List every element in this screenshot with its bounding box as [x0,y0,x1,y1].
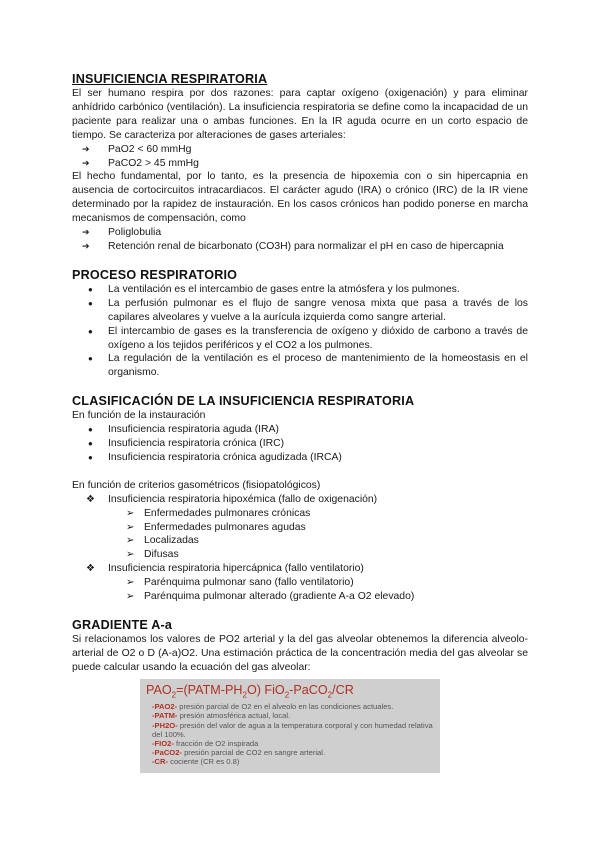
compensation-list [72,226,528,254]
list-item: ➔ Retención renal de bicarbonato (CO3H) para normalizar el pH en caso de hipercapnia [72,240,528,254]
equation-title: $PAO_2=(PATM-PH_2O)$ FiO$_2$-PaCO$_2$/CR [146,682,354,700]
equation-legend-line: -CR- cociente (CR es 0.8) [152,757,240,767]
alveolar-gas-equation-image [140,679,440,773]
list-item: ● El intercambio de gases es la transferencia de oxígeno y dióxido de carbono a través de oxígeno a los tejidos periféricos y el CO2 a los pulmones. [72,325,528,353]
hypoxemic-sublist [72,507,528,563]
intro-paragraph: El ser humano respira por dos razones: para captar oxígeno (oxigenación) y para eliminar anhídrido carbónico (ventilación). La insuficiencia respiratoria se define como la incapacidad de un paciente para realizar una o ambas funciones. En la IR aguda ocurre en un corto espacio de tiempo. Se caracteriza por alteraciones de gases arteriales: [72,88,528,141]
onset-label: En función de la instauración [72,410,206,422]
hypercapnic-sublist [72,576,528,604]
equation-legend-line: -PATM- presión atmosférica actual, local. [152,711,291,721]
section-title-insuficiencia: INSUFICIENCIA RESPIRATORIA [72,72,268,86]
equation-legend-line: -PH2O- presión del valor de agua a la temperatura corporal y con humedad relativa del 100%. [152,720,433,739]
list-item: ➢ Enfermedades pulmonares agudas [72,521,528,535]
list-item: ➔ Poliglobulia [72,226,528,240]
gas-criteria-label: En función de criterios gasométricos (fisiopatológicos) [72,479,321,491]
section-title-gradiente: GRADIENTE A-a [72,618,173,632]
section-title-clasificacion: CLASIFICACIÓN DE LA INSUFICIENCIA RESPIRATORIA [72,394,415,409]
list-item: ● Insuficiencia respiratoria aguda (IRA) [72,423,528,437]
equation-legend-line: -FIO2- fracción de O2 inspirada [152,739,259,749]
list-item: ➔ PaCO2 > 45 mmHg [72,157,528,171]
list-item: ● Insuficiencia respiratoria crónica agudizada (IRCA) [72,451,528,465]
hypoxemia-paragraph: El hecho fundamental, por lo tanto, es la presencia de hipoxemia con o sin hipercapnia en ausencia de cortocircuitos intracardiacos. El carácter agudo (IRA) o crónico (IRC) de la IR viene determinado por la rapidez de instauración. En los casos crónicos han podido ponerse en marcha mecanismos de compensación, como [72,171,528,225]
gas-criteria-list [72,143,528,171]
proceso-list [72,283,528,380]
equation-legend-line: -PAO2- presión parcial de O2 en el alveolo en las condiciones actuales. [152,702,394,712]
list-item: ➢ Parénquima pulmonar alterado (gradiente A-a O2 elevado) [72,590,528,604]
list-item: ● La ventilación es el intercambio de gases entre la atmósfera y los pulmones. [72,283,528,297]
list-item: ➢ Difusas [72,548,528,562]
list-item: ❖ Insuficiencia respiratoria hipercápnica (fallo ventilatorio) [72,562,528,576]
gas-type-list [72,562,528,576]
onset-list [72,423,528,465]
gas-type-list [72,493,528,507]
list-item: ➢ Enfermedades pulmonares crónicas [72,507,528,521]
list-item: ● La perfusión pulmonar es el flujo de sangre venosa mixta que pasa a través de los capilares alveolares y vuelve a la aurícula izquierda como sangre arterial. [72,297,528,325]
list-item: ➢ Parénquima pulmonar sano (fallo ventilatorio) [72,576,528,590]
gradiente-paragraph: Si relacionamos los valores de PO2 arterial y la del gas alveolar obtenemos la diferencia alveolo-arterial de O2 o D (A-a)O2. Una estimación práctica de la concentración media del gas alveolar se puede calcular usando la ecuación del gas alveolar: [72,634,528,673]
list-item: ➢ Localizadas [72,534,528,548]
equation-legend-line: -PaCO2- presión parcial de CO2 en sangre arterial. [152,748,326,758]
list-item: ➔ PaO2 < 60 mmHg [72,143,528,157]
section-title-proceso: PROCESO RESPIRATORIO [72,267,238,282]
list-item: ● La regulación de la ventilación es el proceso de mantenimiento de la homeostasis en el organismo. [72,352,528,380]
list-item: ❖ Insuficiencia respiratoria hipoxémica (fallo de oxigenación) [72,493,528,507]
list-item: ● Insuficiencia respiratoria crónica (IRC) [72,437,528,451]
